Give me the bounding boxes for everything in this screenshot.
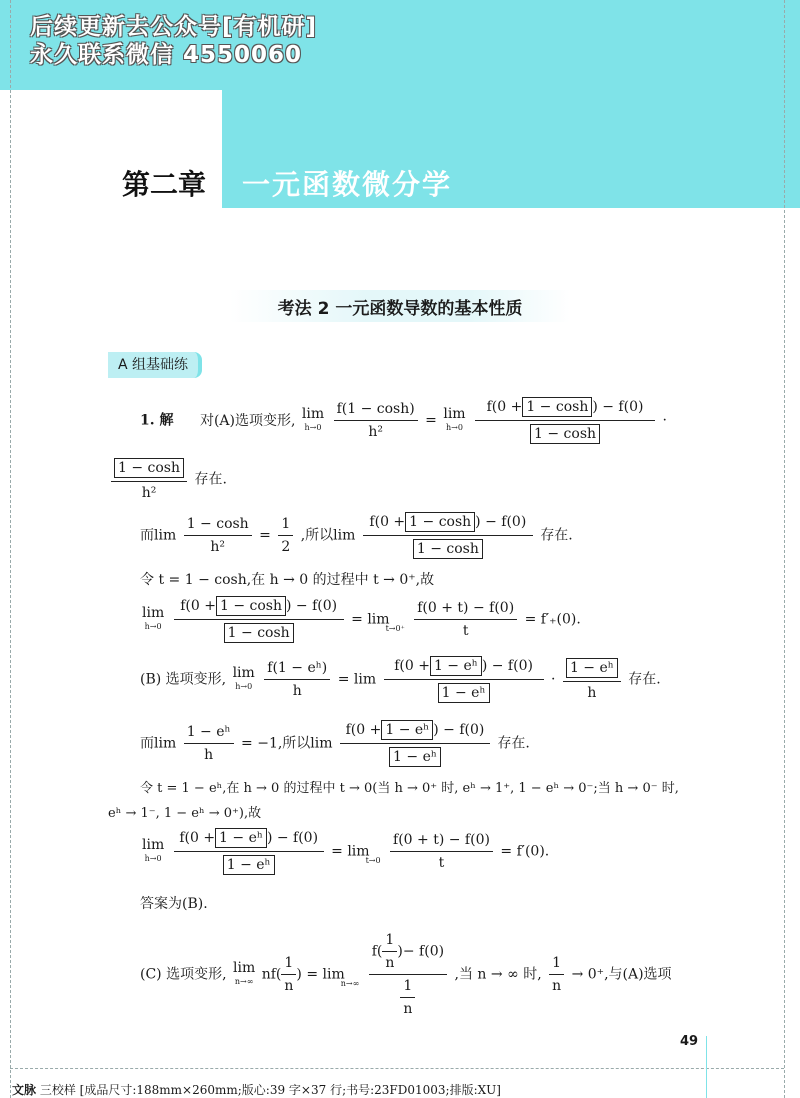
lim-sub: n→∞ [340,978,360,988]
numerator [475,397,655,420]
lim-sub: h→0 [235,681,253,691]
lim-sub: h→0 [304,422,322,432]
numerator [340,720,490,743]
numerator: 1 [552,955,562,971]
denominator: t [414,619,517,639]
line-3 [140,512,573,559]
text: ,所以lim [300,527,356,544]
denominator: n [400,997,415,1017]
line-11: 答案为(B). [140,896,208,912]
lim-word: lim [301,405,325,422]
numerator: f(1 − eʰ) [267,660,328,676]
fraction [111,458,187,501]
fraction [174,828,324,875]
numerator: 1 [281,516,291,532]
num-part: ) − f(0) [266,830,319,846]
text: ,当 n → ∞ 时, [454,966,542,983]
equals: = [259,527,271,544]
footer-text: 三校样 [成品尺寸:188mm×260mm;版心:39 字×37 行;书号:23FD01003;排版:XU] [39,1083,501,1097]
line-10 [140,828,549,875]
denominator: h [184,743,234,763]
lim [233,666,255,694]
fraction [281,955,296,994]
boxed-term: 1 − eʰ [389,747,441,767]
inner-fraction [382,932,397,971]
dot: · [551,671,556,688]
text: nf [261,966,276,983]
boxed-term: 1 − cosh [413,539,483,559]
fraction [334,401,418,440]
fraction [549,955,564,994]
denominator: n [549,974,564,994]
fraction [264,660,330,699]
fraction [184,516,252,555]
right-dashed-margin [784,0,785,1098]
text: 存在. [497,735,530,752]
line-9: eʰ → 1⁻, 1 − eʰ → 0⁺),故 [108,806,262,821]
boxed-term: 1 − eʰ [438,683,490,703]
denominator [475,420,655,444]
lim-sub: n→∞ [234,976,254,986]
section-title: 考法 2 一元函数导数的基本性质 [277,299,523,319]
lim-sub: t→0⁺ [385,623,405,633]
section-bar [230,290,570,322]
text: = −1,所以lim [241,735,333,752]
page-number: 49 [680,1034,699,1049]
denominator [174,851,324,875]
denominator: h² [111,481,187,501]
text: 存在. [194,471,227,488]
fraction [369,932,447,1017]
denominator: n [382,951,397,971]
numerator: f( $\frac{1}{n}$ )− f(0) [371,932,445,971]
num-part: f [371,943,377,960]
page-number-rule [706,1036,707,1098]
lim-sub: h→0 [144,853,162,863]
boxed-term: 1 − cosh [530,424,600,444]
equals: = lim [331,843,370,860]
text: 而lim [140,527,177,544]
print-footer [12,1081,501,1098]
lim-sub-wrap [341,959,360,991]
text: (C) 选项变形, [140,966,227,983]
lim-word: lim [142,604,165,621]
numerator [174,596,344,619]
line-2 [108,458,227,501]
inner-fraction [400,978,415,1017]
line-5 [140,596,581,643]
lim-word: lim [443,405,466,422]
denominator: h [563,681,621,701]
num-part: f(0 + [486,399,523,415]
text: 存在. [628,671,661,688]
boxed-term: 1 − cosh [114,458,184,478]
denominator: h² [334,420,418,440]
num-part: ) − f(0) [433,722,485,738]
boxed-term: 1 − eʰ [430,656,482,676]
fraction [184,724,234,763]
footer-brand: 文脉 [12,1083,37,1097]
numerator: 1 [284,955,294,971]
chapter-number: 第二章 [122,168,207,201]
fraction [174,596,344,643]
num-part: f(0 + [180,598,216,614]
lim [443,407,465,435]
line-6 [140,656,661,703]
lim [142,606,164,634]
denominator [363,535,533,559]
boxed-term: 1 − eʰ [215,828,267,848]
boxed-term: 1 − cosh [522,397,592,417]
fraction [475,397,655,444]
numerator [174,828,324,851]
lim [302,407,324,435]
line-8: 令 t = 1 − eʰ,在 h → 0 的过程中 t → 0(当 h → 0⁺ 时, eʰ → 1⁺, 1 − eʰ → 0⁻;当 h → 0⁻ 时, [140,781,679,796]
num-part: f(0 + [179,830,216,846]
fraction [563,658,621,701]
num-part: ) − f(0) [592,399,644,415]
denominator [369,974,447,1017]
boxed-term: 1 − eʰ [381,720,433,740]
lim-sub-wrap [366,836,381,868]
numerator: 1 [403,978,413,994]
num-part: ) − f(0) [286,598,338,614]
dot: · [662,412,667,429]
num-part: ) − f(0) [481,658,533,674]
lim-word: lim [142,836,165,853]
text: (B) 选项变形, [140,671,227,688]
boxed-term: 1 − cosh [224,623,294,643]
num-part: f(0 + [369,514,406,530]
denominator: 2 [278,535,293,555]
denominator: t [390,851,493,871]
watermark-line-1: 后续更新去公众号[有机研] [30,14,318,40]
denominator: h [264,679,330,699]
bottom-dashed-margin [10,1068,784,1069]
denominator [340,743,490,767]
boxed-term: 1 − cosh [405,512,475,532]
line-4: 令 t = 1 − cosh,在 h → 0 的过程中 t → 0⁺,故 [140,572,435,588]
numerator [384,656,544,679]
denominator: n [281,974,296,994]
lim-word: lim [233,959,256,976]
line-12: (C) 选项变形, lim n→∞ nf( $\frac{1}{n}$ ) = lim n→∞ f( $\frac{1}{n}$ )− f(0) $\frac{1}{n}$ ,当 n → ∞ 时, $\frac{1}{n}$ → 0⁺,与(A)选项 [140,932,672,1017]
result: = f′₊(0). [524,611,581,628]
equals: = [425,412,437,429]
numerator: f(0 + t) − f(0) [393,832,490,848]
boxed-term: 1 − cosh [216,596,286,616]
equals: = lim [351,611,390,628]
line-1 [140,397,667,444]
lim-sub-wrap [386,604,405,636]
text: → 0⁺,与(A)选项 [571,966,672,983]
line-7 [140,720,530,767]
numerator: 1 [385,932,395,948]
chapter-heading [122,163,453,203]
left-dashed-margin [10,0,11,1098]
equals: = lim [337,671,377,688]
numerator: 1 − cosh [186,516,249,532]
fraction [363,512,533,559]
result: = f′(0). [500,843,550,860]
numerator [111,458,187,481]
chapter-title: 一元函数微分学 [242,168,453,201]
num-part: f(0 + [345,722,382,738]
denominator: h² [184,535,252,555]
fraction [278,516,293,555]
fraction [340,720,490,767]
text: 对(A)选项变形, [199,412,296,429]
text: 而lim [140,735,177,752]
fraction [390,832,493,871]
numerator: f(1 − cosh) [336,401,415,417]
group-label: A 组基础练 [108,352,202,378]
watermark-line-2: 永久联系微信 4550060 [30,42,303,68]
num-part: ) − f(0) [475,514,527,530]
fraction [414,600,517,639]
numerator [363,512,533,535]
numerator: f(0 + t) − f(0) [417,600,515,616]
lim [142,838,164,866]
lim-sub: t→0 [365,855,381,865]
boxed-term: 1 − eʰ [223,855,275,875]
num-part: − f(0) [402,943,445,960]
lim [233,961,255,989]
numerator: 1 − eʰ [186,724,231,740]
boxed-term: 1 − eʰ [566,658,618,678]
equals: = lim [306,966,345,983]
denominator [384,679,544,703]
lim-sub: h→0 [144,621,162,631]
num-part: f(0 + [394,658,430,674]
lim-sub: h→0 [445,422,463,432]
problem-label: 1. 解 [140,412,174,429]
fraction [384,656,544,703]
text: 存在. [540,527,573,544]
numerator [563,658,621,681]
denominator [174,619,344,643]
lim-word: lim [232,664,255,681]
